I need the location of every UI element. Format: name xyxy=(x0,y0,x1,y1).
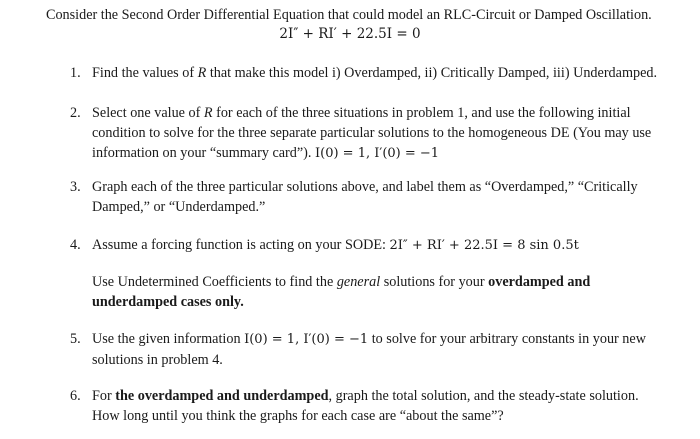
problem-text: Graph each of the three particular solutions above, and label them as “Overdamped,” “Critically Damped,” or “Underdamped.” xyxy=(92,179,638,215)
problem-number: 2. xyxy=(70,105,81,121)
problem-text: For the overdamped and underdamped, graph the total solution, and the steady-state solution. How long until you think the graphs for each case are “about the same”? xyxy=(92,388,639,424)
problem-2 xyxy=(70,103,670,165)
problem-5 xyxy=(70,329,670,371)
problem-number: 3. xyxy=(70,179,81,195)
problem-4-instructions: Use Undetermined Coefficients to find the general solutions for your overdamped and underdamped cases only. xyxy=(92,274,591,310)
problem-number: 4. xyxy=(70,237,81,253)
initial-condition: I(0) = 1, I′(0) = −1 xyxy=(244,332,369,347)
problem-text: Use the given information I(0) = 1, I′(0) = −1 to solve for your arbitrary constants in your new solutions in problem 4. xyxy=(92,331,646,368)
problem-6 xyxy=(70,386,670,428)
problem-number: 1. xyxy=(70,65,81,81)
problem-text: Select one value of R for each of the three situations in problem 1, and use the following initial condition to solve for the three separate particular solutions to the homogeneous DE (You may use information on your “summary card”). I(0) = 1, I′(0) = −1 xyxy=(92,105,652,161)
intro-text: Consider the Second Order Differential Equation that could model an RLC-Circuit or Damped Oscillation. xyxy=(46,7,652,23)
problem-text: Assume a forcing function is acting on your SODE: 2I″ + RI′ + 22.5I = 8 sin 0.5t xyxy=(92,237,579,253)
problem-text: Find the values of R that make this model i) Overdamped, ii) Critically Damped, iii) Underdamped. xyxy=(92,65,658,81)
forced-equation: 2I″ + RI′ + 22.5I = 8 sin 0.5t xyxy=(389,238,579,253)
problem-number: 5. xyxy=(70,331,81,347)
problem-3 xyxy=(70,177,670,219)
problem-number: 6. xyxy=(70,388,81,404)
initial-condition: I(0) = 1, I′(0) = −1 xyxy=(315,146,440,161)
main-equation: 2I″ + RI′ + 22.5I = 0 xyxy=(279,26,421,42)
